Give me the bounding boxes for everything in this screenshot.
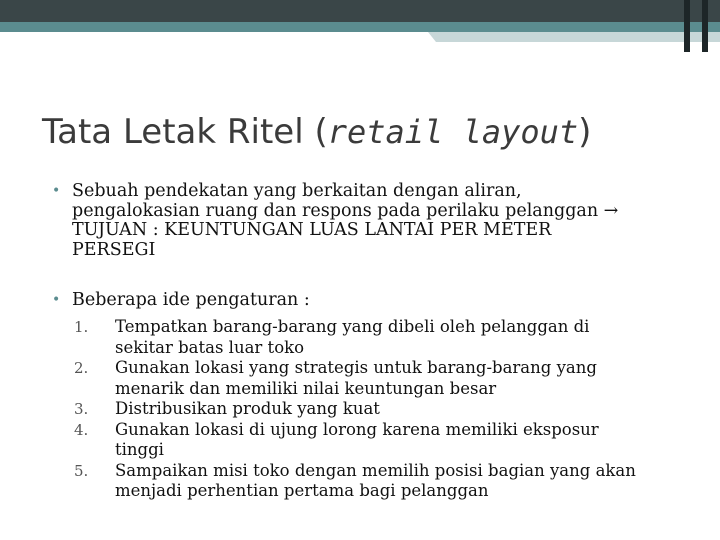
header-accent-tab (428, 32, 720, 42)
list-item (74, 399, 694, 420)
title-italic: retail layout (327, 113, 579, 151)
list-line: tinggi (115, 440, 164, 459)
slide-title (42, 110, 591, 154)
bullet-line: Beberapa ide pengaturan : (72, 290, 310, 310)
bullet-item (52, 182, 692, 260)
bullet-item (52, 291, 692, 311)
list-number: 4. (74, 420, 89, 439)
title-close: ) (578, 112, 592, 152)
bullet-line: pengalokasian ruang dan respons pada perilaku pelanggan → (72, 200, 619, 221)
list-item (74, 317, 694, 358)
bullet-line: PERSEGI (72, 239, 156, 260)
bullet-dot-icon: • (52, 292, 61, 308)
list-number: 2. (74, 359, 89, 377)
list-number: 5. (74, 461, 89, 480)
ideas-list (74, 317, 694, 502)
header-stripe (702, 0, 708, 52)
list-line: Gunakan lokasi yang strategis untuk barang-barang yang (115, 358, 597, 377)
list-line: Gunakan lokasi di ujung lorong karena memiliki eksposur (115, 419, 599, 439)
list-number: 1. (74, 318, 89, 336)
bullet-text (72, 291, 692, 311)
header-band-teal (0, 22, 720, 32)
list-line: Tempatkan barang-barang yang dibeli oleh pelanggan di (115, 317, 590, 336)
title-main: Tata Letak Ritel ( (42, 112, 328, 152)
list-line: Distribusikan produk yang kuat (115, 399, 380, 418)
bullet-line: TUJUAN : KEUNTUNGAN LUAS LANTAI PER METER (72, 220, 552, 240)
header-band-dark (0, 0, 720, 22)
list-line: menarik dan memiliki nilai keuntungan besar (115, 378, 497, 398)
list-item (74, 461, 694, 502)
list-line: Sampaikan misi toko dengan memilih posisi bagian yang akan (115, 460, 636, 480)
bullet-line: Sebuah pendekatan yang berkaitan dengan aliran, (72, 181, 522, 201)
bullet-dot-icon: • (52, 183, 61, 199)
list-item (74, 420, 694, 461)
list-line: menjadi perhentian pertama bagi pelanggan (115, 481, 489, 500)
list-number: 3. (74, 400, 89, 418)
list-line: sekitar batas luar toko (115, 337, 305, 357)
list-item (74, 358, 694, 399)
bullet-text (72, 182, 692, 260)
header-stripe (684, 0, 690, 52)
